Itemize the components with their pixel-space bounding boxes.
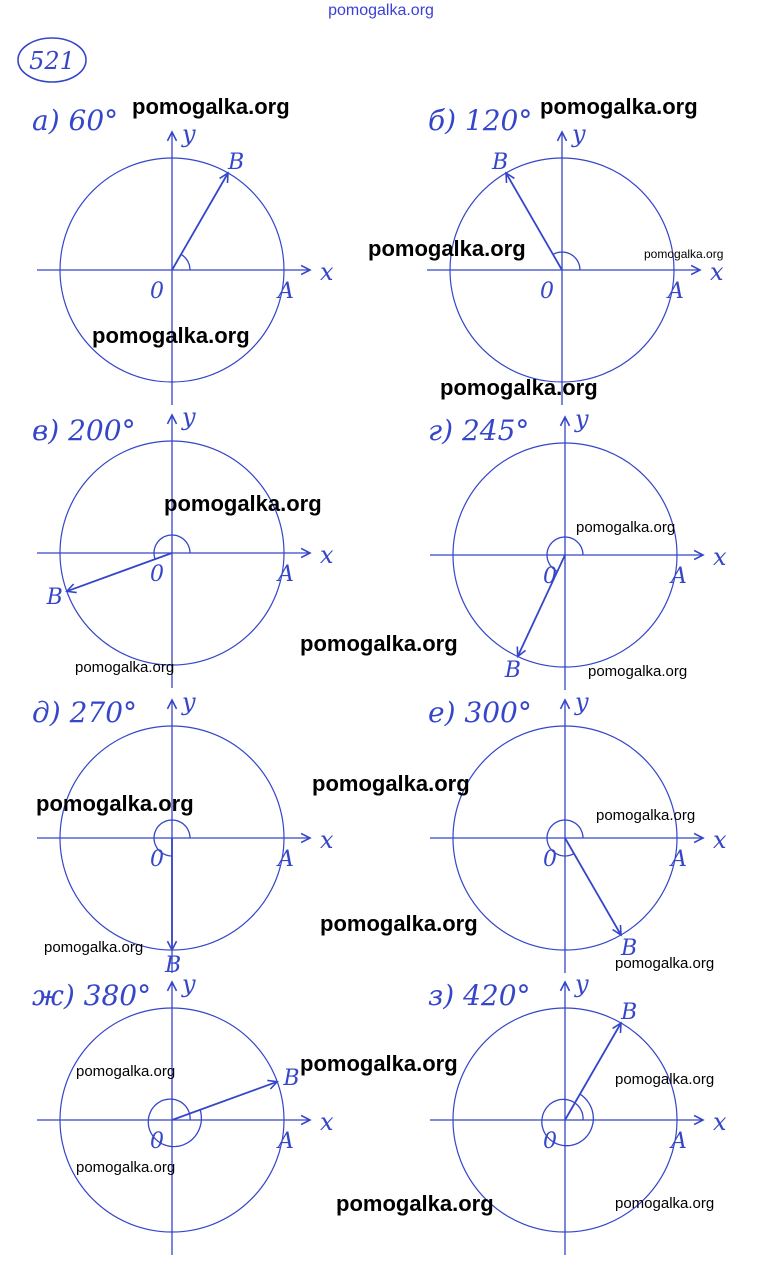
x-axis-label: x [320, 541, 334, 569]
point-a-label: A [671, 564, 687, 589]
x-axis-label: x [320, 258, 334, 286]
unit-circle-panel [428, 405, 727, 690]
watermark: pomogalka.org [76, 1063, 176, 1080]
watermark: pomogalka.org [336, 1191, 494, 1216]
watermark: pomogalka.org [44, 939, 144, 956]
origin-label: 0 [543, 847, 557, 872]
origin-label: 0 [540, 279, 554, 304]
x-axis-label: x [713, 1108, 727, 1136]
point-b-label: B [504, 658, 521, 684]
point-a-label: A [278, 1129, 294, 1154]
watermark: pomogalka.org [440, 375, 598, 400]
origin-label: 0 [150, 847, 164, 872]
unit-circle-panel [32, 970, 334, 1255]
y-axis-label: y [182, 970, 196, 998]
point-a-label: A [278, 279, 294, 304]
point-b-label: B [492, 149, 509, 175]
y-axis-label: y [182, 120, 196, 148]
panel-angle-label: б) 120° [428, 104, 533, 137]
watermark: pomogalka.org [76, 1159, 176, 1176]
watermark: pomogalka.org [540, 94, 698, 119]
y-axis-label: y [575, 405, 589, 433]
y-axis-label: y [182, 688, 196, 716]
origin-label: 0 [543, 1129, 557, 1154]
point-b-label: B [283, 1065, 300, 1091]
watermark: pomogalka.org [92, 323, 250, 348]
watermark: pomogalka.org [36, 791, 194, 816]
radius-ob [565, 838, 621, 935]
rotation-arc [181, 254, 190, 270]
y-axis-label: y [575, 970, 589, 998]
origin-label: 0 [150, 562, 164, 587]
origin-label: 0 [150, 279, 164, 304]
x-axis-label: x [713, 543, 727, 571]
watermark: pomogalka.org [75, 659, 175, 676]
radius-ob [172, 1082, 277, 1120]
problem-number: 521 [29, 47, 75, 75]
watermark: pomogalka.org [300, 631, 458, 656]
radius-ob [172, 173, 228, 270]
panel-angle-label: г) 245° [428, 414, 530, 447]
watermark: pomogalka.org [132, 94, 290, 119]
watermark: pomogalka.org [644, 247, 724, 261]
origin-label: 0 [543, 564, 557, 589]
x-axis-label: x [710, 258, 724, 286]
y-axis-label: y [575, 688, 589, 716]
watermark: pomogalka.org [588, 663, 688, 680]
problem-number-badge [18, 38, 86, 82]
panel-angle-label: д) 270° [32, 696, 138, 729]
radius-ob [518, 555, 565, 657]
point-b-label: B [228, 149, 245, 175]
watermark: pomogalka.org [615, 1195, 715, 1212]
unit-circle-panel [32, 403, 334, 688]
point-b-label: B [165, 953, 182, 978]
panel-angle-label: а) 60° [32, 104, 119, 137]
radius-ob [565, 1023, 621, 1120]
watermark: pomogalka.org [576, 519, 676, 536]
watermark: pomogalka.org [320, 911, 478, 936]
panel-angle-label: з) 420° [428, 979, 531, 1012]
watermark: pomogalka.org [312, 771, 470, 796]
watermark: pomogalka.org [615, 955, 715, 972]
unit-circle-panel [32, 104, 334, 405]
point-b-label: B [621, 999, 638, 1025]
x-axis-label: x [713, 826, 727, 854]
watermark: pomogalka.org [300, 1051, 458, 1076]
watermark: pomogalka.org [368, 236, 526, 261]
point-b-label: B [621, 936, 638, 962]
site-header[interactable]: pomogalka.org [328, 2, 434, 19]
y-axis-label: y [182, 403, 196, 431]
watermark: pomogalka.org [615, 1071, 715, 1088]
watermark: pomogalka.org [596, 807, 696, 824]
panel-angle-label: в) 200° [32, 414, 136, 447]
point-a-label: A [668, 279, 684, 304]
point-a-label: A [278, 847, 294, 872]
point-a-label: A [671, 847, 687, 872]
x-axis-label: x [320, 826, 334, 854]
rotation-arc [148, 1099, 201, 1147]
origin-label: 0 [150, 1129, 164, 1154]
point-a-label: A [671, 1129, 687, 1154]
watermark: pomogalka.org [164, 491, 322, 516]
x-axis-label: x [320, 1108, 334, 1136]
point-b-label: B [46, 585, 63, 611]
y-axis-label: y [572, 120, 586, 148]
point-a-label: A [278, 562, 294, 587]
panel-angle-label: е) 300° [428, 696, 532, 729]
panel-angle-label: ж) 380° [32, 979, 152, 1012]
unit-circle-panel [32, 688, 334, 978]
